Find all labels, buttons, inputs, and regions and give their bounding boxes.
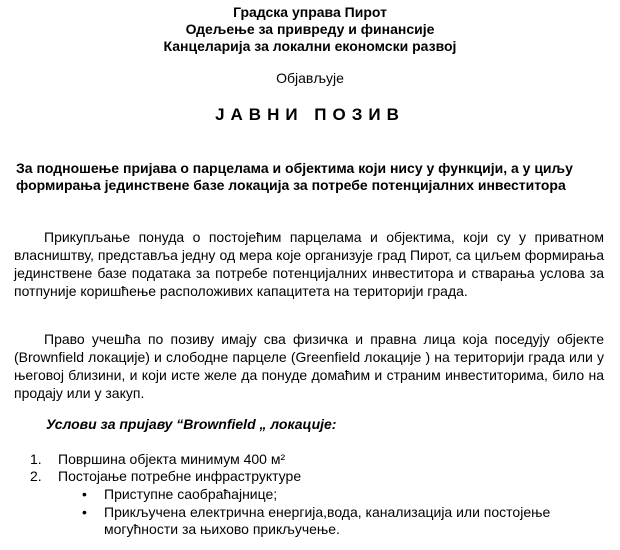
paragraph-1: Прикупљање понуда о постојећим парцелама и објектима, који су у приватном власништву, представља једну од мера које организује град Пирот, са циљем формирања јединствене базе података за потребе потенцијалних инвеститора и стварања услова за потпуније коришћење расположивих капацитета на територији града.	[14, 229, 604, 299]
sub-list-item-text: Приступне саобраћајнице;	[104, 486, 278, 502]
announce-text: Објављује	[276, 70, 344, 86]
sub-list-item	[82, 486, 582, 503]
header-line-2: Одељење за привреду и финансије	[185, 21, 435, 37]
paragraph-2: Право учешћа по позиву имају сва физичка и правна лица која поседују објекте (Brownfield локације) и слободне парцеле (Greenfield локације ) на територији града или у његовој близини, и који исте желе да понуде домаћим и страним инвеститорима, било на продају или у закуп.	[14, 331, 604, 401]
list-number: 1.	[30, 451, 42, 467]
header-line-1: Градска управа Пирот	[233, 4, 387, 20]
sub-list-item-text: Прикључена електрична енергија,вода, канализација или постојење могућности за њихово прикључење.	[104, 504, 551, 537]
list-item-text: Постојање потребне инфраструктуре	[58, 468, 302, 484]
sub-list-item	[82, 504, 582, 538]
header-line-3: Канцеларија за локални економски развој	[163, 38, 457, 54]
conditions-heading: Услови за пријаву “Brownfield „ локације:	[46, 416, 337, 432]
bullet-icon: •	[82, 486, 87, 502]
document-subtitle: За подношење пријава о парцелама и објектима који нису у функцији, а у циљу формирања јединствене базе локација за потребе потенцијалних инвеститора	[16, 160, 573, 193]
list-number: 2.	[30, 468, 42, 484]
document-title: ЈАВНИ ПОЗИВ	[215, 105, 405, 124]
list-item	[30, 468, 600, 485]
list-item-text: Површина објекта минимум 400 м²	[58, 451, 286, 467]
list-item	[30, 451, 600, 468]
bullet-icon: •	[82, 504, 87, 520]
